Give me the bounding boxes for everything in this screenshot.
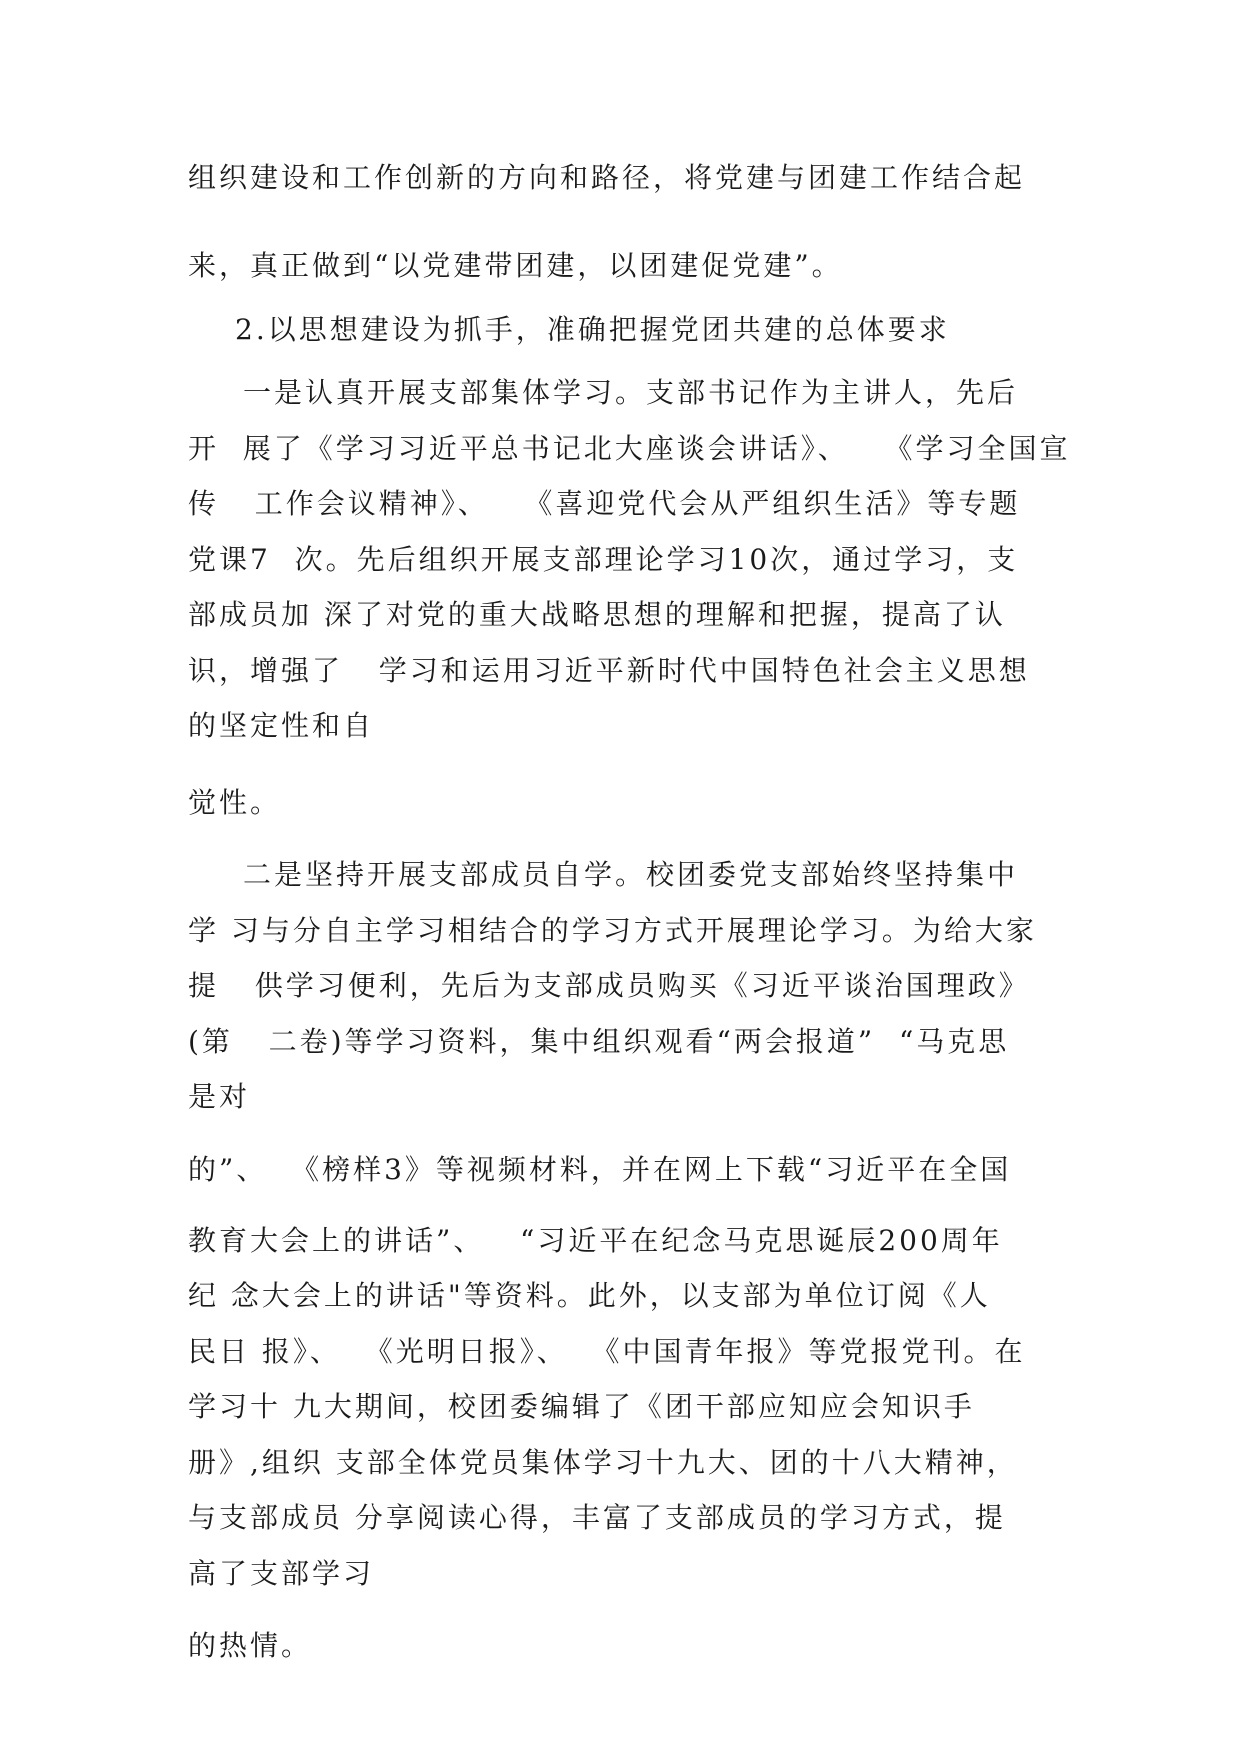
- text-line: 的”、 《榜样3》等视频材料，并在网上下载“习近平在全国: [188, 1153, 1012, 1186]
- text-line: 教育大会上的讲话”、 “习近平在纪念马克思诞辰200周年: [188, 1224, 1003, 1257]
- text-line: 部成员加 深了对党的重大战略思想的理解和把握，提高了认: [188, 598, 1006, 631]
- text-line: 党课7 次。先后组织开展支部理论学习10次，通过学习，支: [188, 543, 1019, 576]
- text-line: 纪 念大会上的讲话"等资料。此外，以支部为单位订阅《人: [188, 1279, 991, 1312]
- text-line: (第 二卷)等学习资料，集中组织观看“两会报道” “马克思: [188, 1025, 1010, 1058]
- text-line: 民日 报》、 《光明日报》、 《中国青年报》等党报党刊。在: [188, 1335, 1026, 1368]
- text-line: 与支部成员 分享阅读心得，丰富了支部成员的学习方式，提: [188, 1501, 1006, 1534]
- text-line: 高了支部学习: [188, 1557, 375, 1590]
- text-line: 是对: [188, 1080, 251, 1113]
- text-line: 觉性。: [188, 786, 282, 819]
- section-heading: 2.以思想建设为抓手，准确把握党团共建的总体要求: [235, 313, 950, 346]
- text-line: 学 习与分自主学习相结合的学习方式开展理论学习。为给大家: [188, 914, 1037, 947]
- text-line: 传 工作会议精神》、 《喜迎党代会从严组织生活》等专题: [188, 487, 1021, 520]
- text-line: 的热情。: [188, 1629, 313, 1662]
- text-line: 开 展了《学习习近平总书记北大座谈会讲话》、 《学习全国宣: [188, 432, 1071, 465]
- text-line: 一是认真开展支部集体学习。支部书记作为主讲人，先后: [243, 376, 1019, 409]
- text-line: 的坚定性和自: [188, 709, 375, 742]
- text-line: 二是坚持开展支部成员自学。校团委党支部始终坚持集中: [243, 858, 1019, 891]
- text-line: 来，真正做到“以党建带团建，以团建促党建”。: [188, 249, 843, 282]
- text-line: 提 供学习便利，先后为支部成员购买《习近平谈治国理政》: [188, 969, 1030, 1002]
- text-line: 识，增强了 学习和运用习近平新时代中国特色社会主义思想: [188, 654, 1030, 687]
- text-line: 册》,组织 支部全体党员集体学习十九大、团的十八大精神，: [188, 1446, 1018, 1479]
- text-line: 学习十 九大期间，校团委编辑了《团干部应知应会知识手: [188, 1390, 975, 1423]
- text-line: 组织建设和工作创新的方向和路径，将党建与团建工作结合起: [188, 161, 1026, 194]
